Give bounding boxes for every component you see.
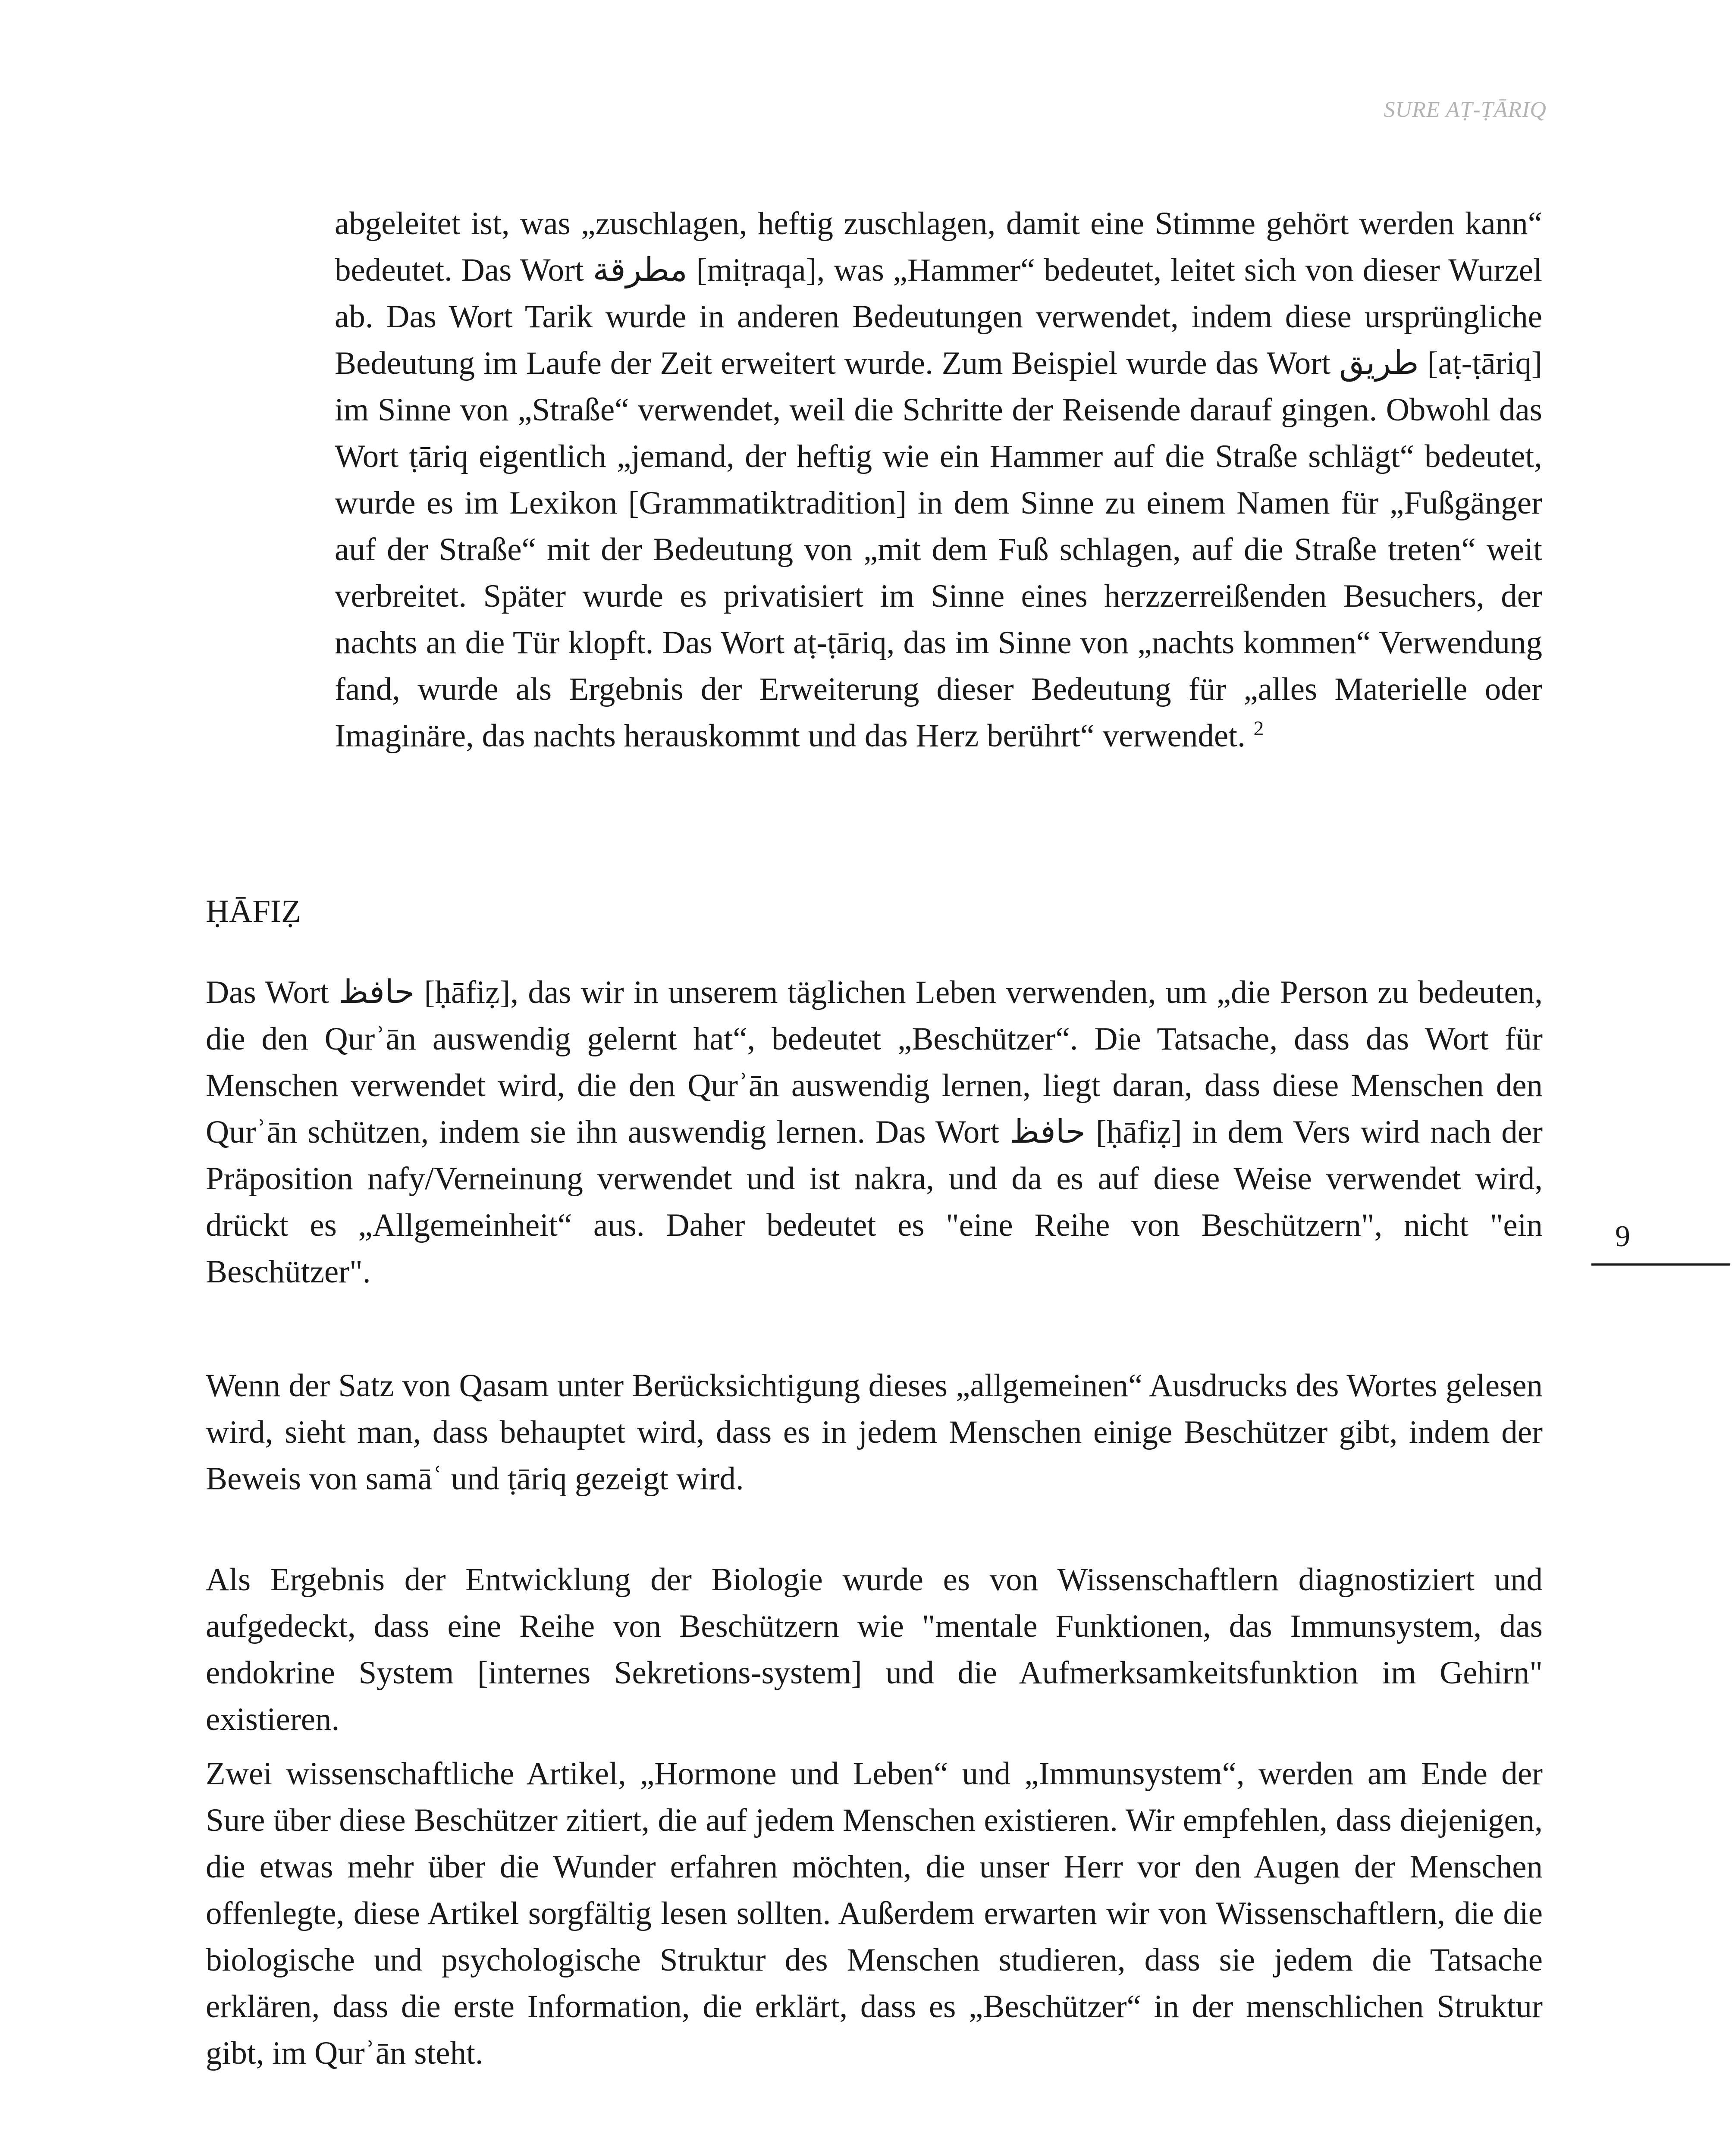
paragraph-4: Zwei wissenschaftliche Artikel, „Hormone und Leben“ und „Immunsystem“, werden am Ende der Sure über diese Beschützer zitiert, die auf jedem Menschen existieren. Wir empfehlen, dass diejenigen, die etwas mehr über die Wunder erfahren möchten, die unser Herr vor den Augen der Menschen offenlegte, diese Artikel sorgfältig lesen sollten. Außerdem erwarten wir von Wissenschaftlern, die die biologische und psychologische Struktur des Menschen studieren, dass sie jedem die Tatsache erklären, dass die erste Information, die erklärt, dass es „Beschützer“ in der menschlichen Struktur gibt, im Qurʾān steht.: [206, 1756, 1543, 2071]
paragraph-1: Das Wort حافظ [ḥāfiẓ], das wir in unserem täglichen Leben verwenden, um „die Person zu bedeuten, die den Qurʾān auswendig gelernt hat“, bedeutet „Beschützer“. Die Tatsache, dass das Wort für Menschen verwendet wird, die den Qurʾān auswendig lernen, liegt daran, dass diese Menschen den Qurʾān schützen, indem sie ihn auswendig lernen. Das Wort حافظ [ḥāfiẓ] in dem Vers wird nach der Präposition nafy/Verneinung verwendet und ist nakra, und da es auf diese Weise verwendet wird, drückt es „Allgemeinheit“ aus. Daher bedeutet es "eine Reihe von Beschützern", nicht "ein Beschützer".: [206, 975, 1543, 1290]
page-number: 9: [1615, 1220, 1630, 1253]
paragraph-3: Als Ergebnis der Entwicklung der Biologie wurde es von Wissenschaftlern diagnostiziert und aufgedeckt, dass eine Reihe von Beschützern wie "mentale Funktionen, das Immunsystem, das endokrine System [internes Sekretions-system] und die Aufmerksamkeitsfunktion im Gehirn" existieren.: [206, 1562, 1543, 1737]
section-heading: ḤĀFIẒ: [206, 893, 301, 929]
page-number-rule: [1591, 1263, 1730, 1266]
quote-text: abgeleitet ist, was „zuschlagen, heftig zuschlagen, damit eine Stimme gehört werden kann“ bedeutet. Das Wort مطرقة [miṭraqa], was „Hammer“ bedeutet, leitet sich von dieser Wurzel ab. Das Wort Tarik wurde in anderen Bedeutungen verwendet, indem diese ursprüngliche Bedeutung im Laufe der Zeit erweitert wurde. Zum Beispiel wurde das Wort طريق [aṭ-ṭāriq] im Sinne von „Straße“ verwendet, weil die Schritte der Reisende darauf gingen. Obwohl das Wort ṭāriq eigentlich „jemand, der heftig wie ein Hammer auf die Straße schlägt“ bedeutet, wurde es im Lexikon [Grammatiktradition] in dem Sinne zu einem Namen für „Fußgänger auf der Straße“ mit der Bedeutung von „mit dem Fuß schlagen, auf die Straße treten“ weit verbreitet. Später wurde es privatisiert im Sinne eines herzzerreißenden Besuchers, der nachts an die Tür klopft. Das Wort aṭ-ṭāriq, das im Sinne von „nachts kommen“ Verwendung fand, wurde als Ergebnis der Erweiterung dieser Bedeutung für „alles Materielle oder Imaginäre, das nachts herauskommt und das Herz berührt“ verwendet.: [335, 206, 1542, 754]
running-head: SURE AṬ-ṬĀRIQ: [1384, 97, 1547, 122]
footnote-reference[interactable]: 2: [1253, 717, 1264, 740]
paragraph-2: Wenn der Satz von Qasam unter Berücksichtigung dieses „allgemeinen“ Ausdrucks des Wortes gelesen wird, sieht man, dass behauptet wird, dass es in jedem Menschen einige Beschützer gibt, indem der Beweis von samāʿ und ṭāriq gezeigt wird.: [206, 1368, 1543, 1497]
quote-block: [335, 201, 1542, 759]
